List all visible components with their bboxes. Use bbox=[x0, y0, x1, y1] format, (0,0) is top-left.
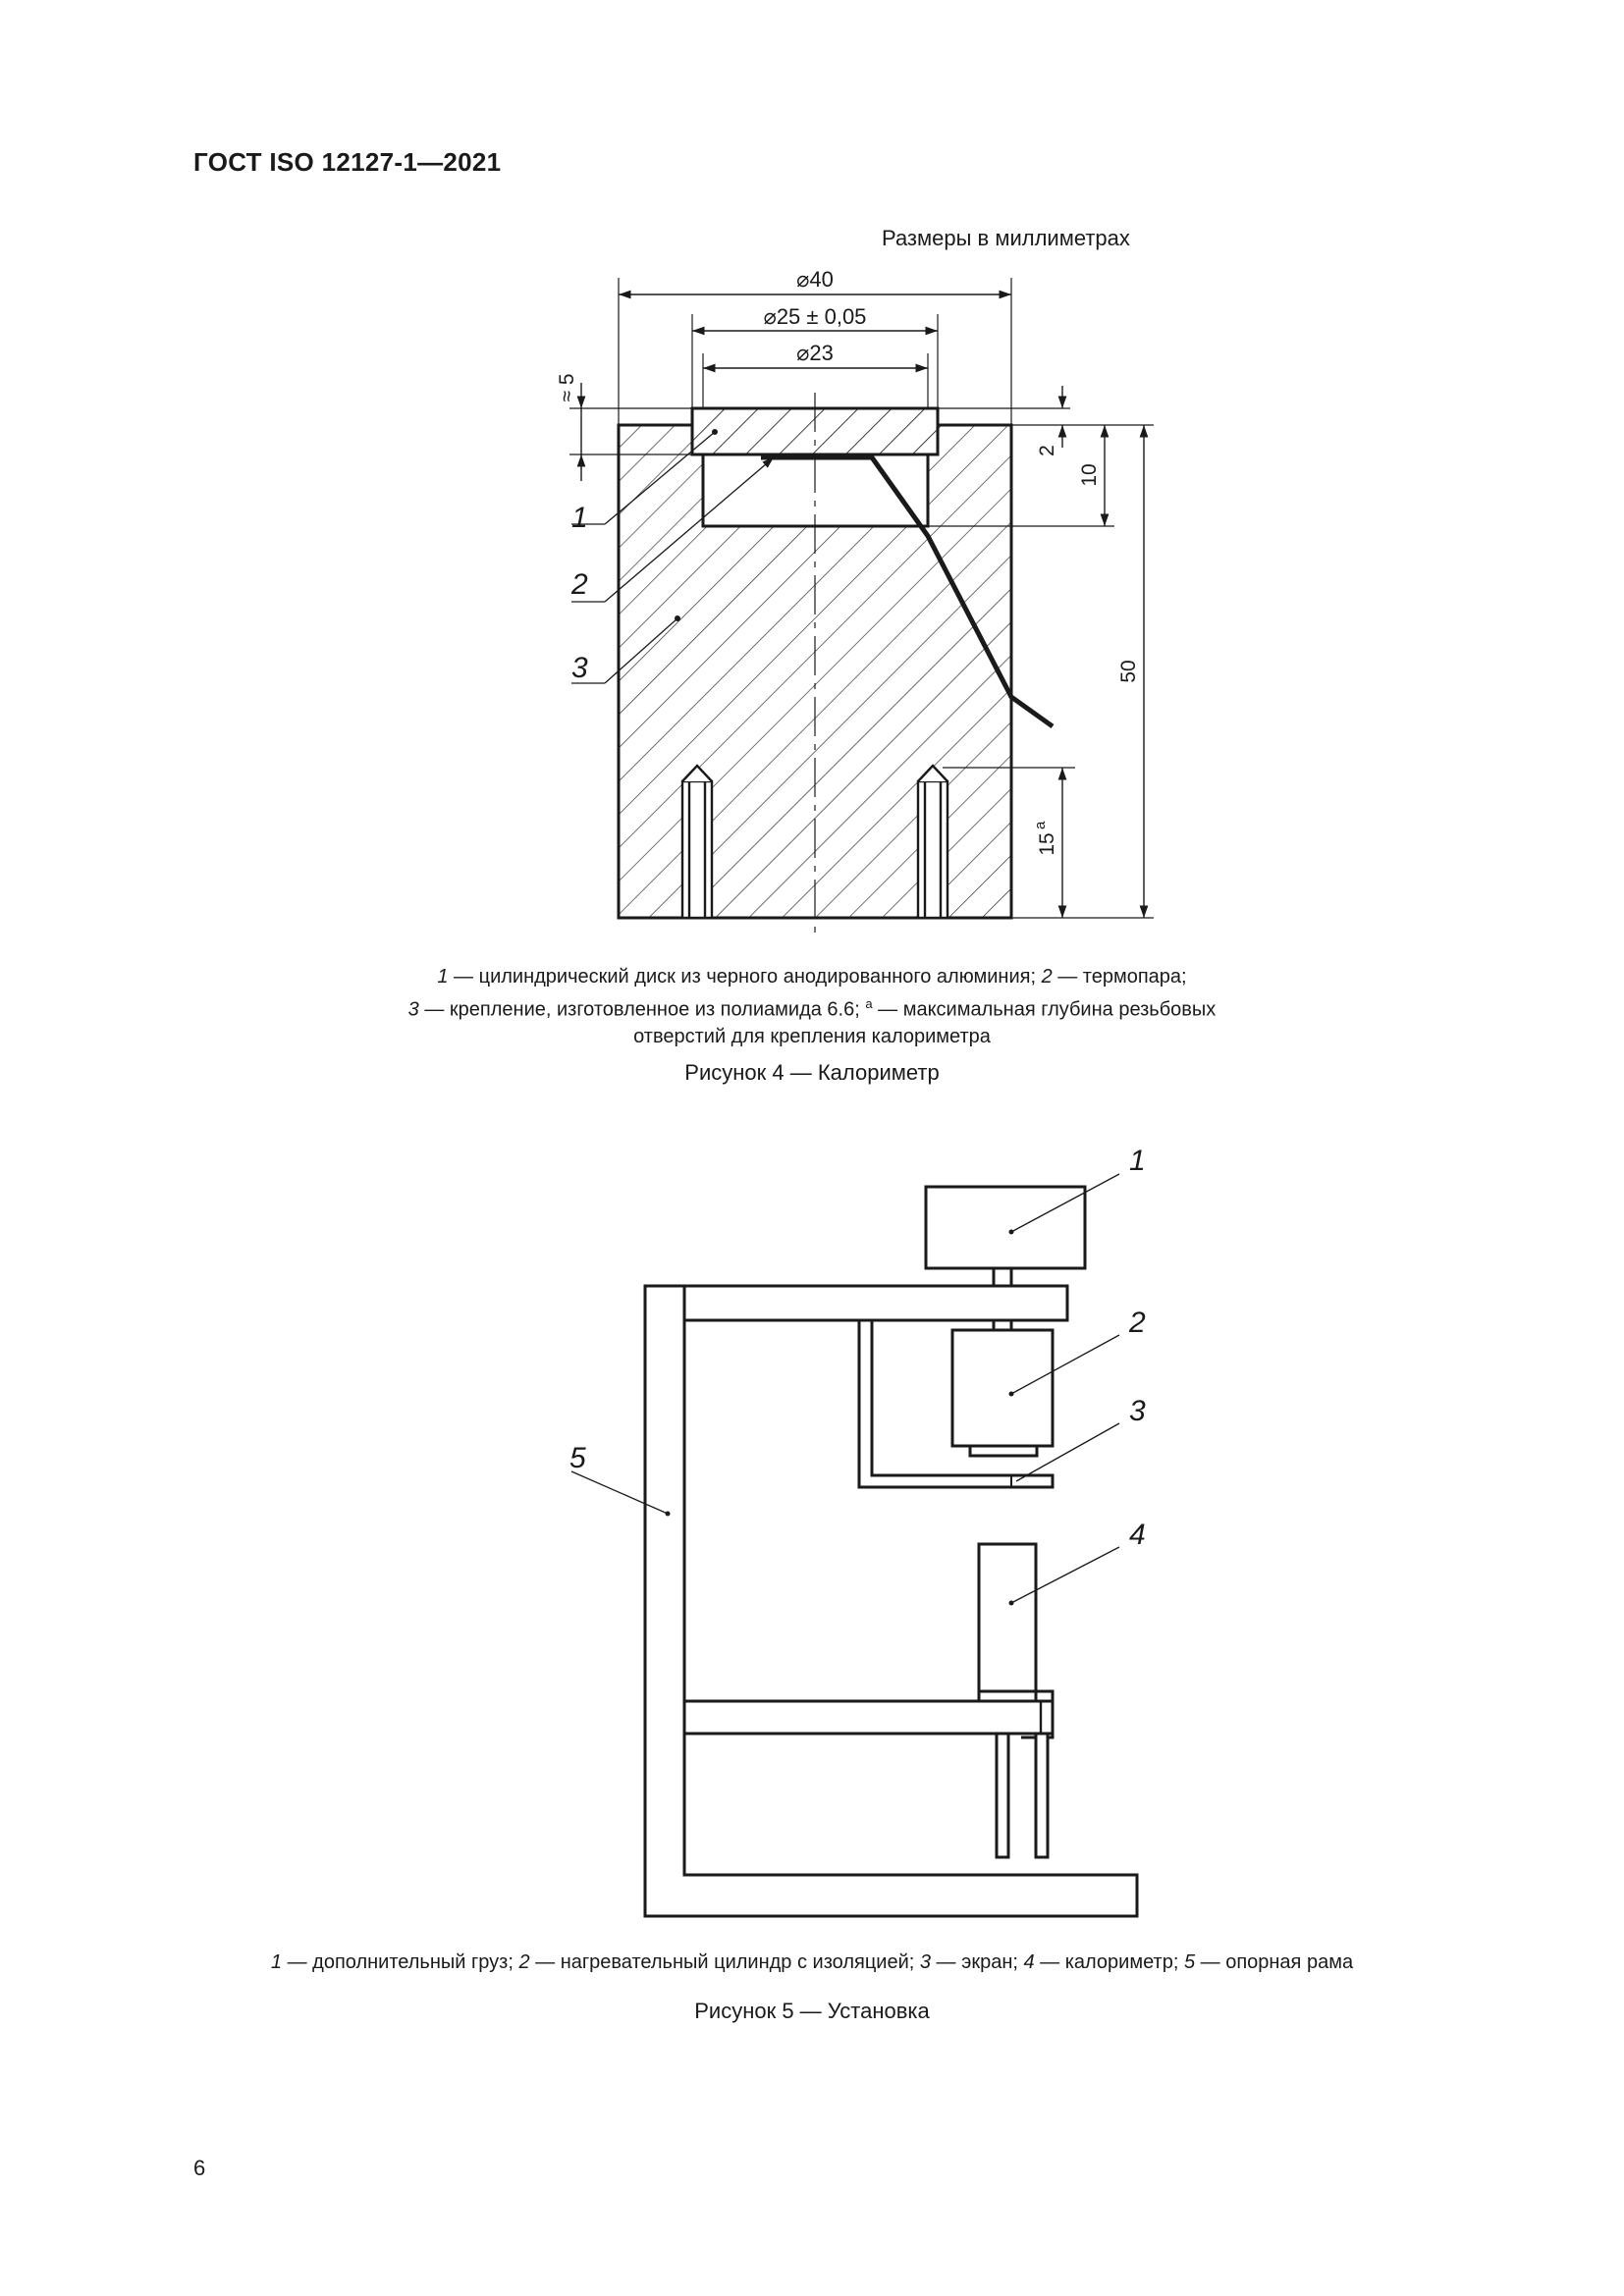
heater-cylinder bbox=[952, 1330, 1053, 1446]
top-arm bbox=[684, 1286, 1067, 1320]
additional-weight bbox=[926, 1187, 1085, 1268]
calorimeter-block bbox=[979, 1544, 1036, 1701]
dim-2: 2 bbox=[1036, 445, 1058, 456]
support-frame bbox=[645, 1286, 1137, 1916]
lower-arm bbox=[684, 1701, 1053, 1734]
dim-diameter-40: ⌀40 bbox=[796, 267, 834, 292]
fig5-callout-5: 5 bbox=[569, 1442, 586, 1474]
dim-diameter-25: ⌀25 ± 0,05 bbox=[763, 304, 867, 329]
figure-4-calorimeter bbox=[569, 278, 1154, 933]
figure-5-legend: 1 — дополнительный груз; 2 — нагревательный цилиндр с изоляцией; 3 — экран; 4 — калориметр; 5 — опорная рама bbox=[270, 1951, 1354, 1973]
threaded-hole-right bbox=[918, 766, 947, 918]
fig5-callout-1: 1 bbox=[1129, 1145, 1146, 1177]
weight-rod bbox=[994, 1268, 1011, 1286]
leg-left bbox=[997, 1734, 1008, 1857]
figure-5-setup bbox=[571, 1174, 1137, 1916]
svg-text:a: a bbox=[1032, 821, 1049, 829]
dim-15a bbox=[1032, 821, 1058, 856]
fig5-callout-4: 4 bbox=[1129, 1519, 1146, 1551]
document-header: ГОСТ ISO 12127-1—2021 bbox=[193, 147, 502, 177]
leg-right bbox=[1036, 1734, 1048, 1857]
dim-approx-5: ≈ 5 bbox=[556, 373, 578, 402]
heater-base bbox=[970, 1446, 1037, 1456]
units-note: Размеры в миллиметрах bbox=[882, 226, 1130, 250]
page-number: 6 bbox=[193, 2156, 206, 2180]
figure-4-caption: Рисунок 4 — Калориметр bbox=[684, 1060, 940, 1085]
fig4-callout-3: 3 bbox=[571, 652, 588, 684]
legend-line: 3 — крепление, изготовленное из полиамида 6.6; $^a$ — максимальная глубина резьбовых отверстий для крепления калориметра bbox=[407, 996, 1217, 1047]
dim-diameter-23: ⌀23 bbox=[796, 341, 834, 365]
threaded-hole-left bbox=[682, 766, 712, 918]
fig4-callout-2: 2 bbox=[571, 568, 588, 601]
fig5-callout-2: 2 bbox=[1129, 1307, 1146, 1339]
figure-5-caption: Рисунок 5 — Установка bbox=[694, 1999, 930, 2023]
fig4-callout-1: 1 bbox=[571, 502, 588, 534]
figure-4-legend bbox=[0, 964, 1624, 1050]
dim-50: 50 bbox=[1117, 660, 1140, 683]
legend-line: 1 — цилиндрический диск из черного анодированного алюминия; 2 — термопара; bbox=[437, 966, 1187, 988]
fig5-callout-3: 3 bbox=[1129, 1395, 1146, 1427]
dim-10: 10 bbox=[1078, 463, 1101, 487]
svg-text:15: 15 bbox=[1036, 832, 1058, 856]
